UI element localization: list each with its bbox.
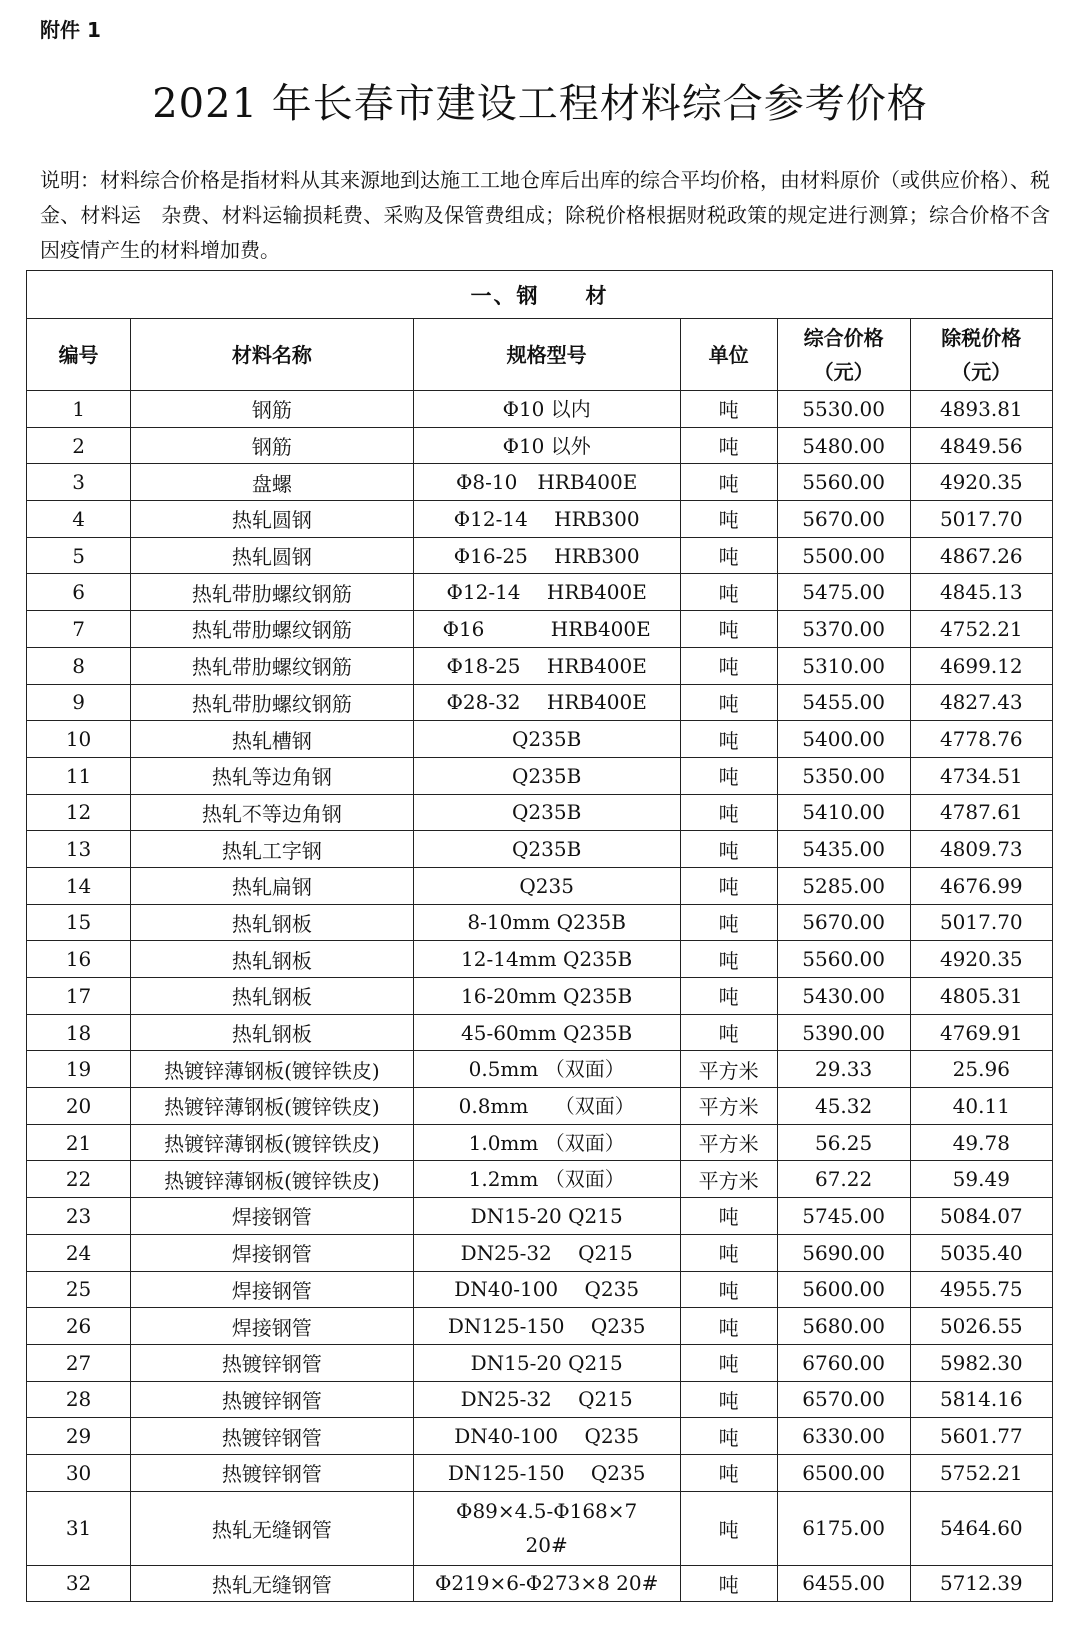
cell-unit: 吨 [680, 1014, 777, 1051]
cell-net-price: 4827.43 [910, 684, 1052, 721]
header-unit: 单位 [680, 319, 777, 391]
header-spec: 规格型号 [413, 319, 680, 391]
cell-price: 5560.00 [777, 464, 910, 501]
cell-net-price: 49.78 [910, 1124, 1052, 1161]
cell-unit: 吨 [680, 831, 777, 868]
table-row [27, 978, 1053, 1015]
cell-price: 6760.00 [777, 1344, 910, 1381]
table-row [27, 1234, 1053, 1271]
cell-no: 10 [27, 721, 131, 758]
cell-material-name: 热轧带肋螺纹钢筋 [131, 574, 414, 611]
cell-spec: Φ18-25 HRB400E [413, 647, 680, 684]
cell-material-name: 热轧工字钢 [131, 831, 414, 868]
cell-spec: DN40-100 Q235 [413, 1418, 680, 1455]
attachment-label: 附件 1 [40, 18, 101, 42]
table-row [27, 1271, 1053, 1308]
table-row [27, 427, 1053, 464]
cell-price: 29.33 [777, 1051, 910, 1088]
cell-material-name: 热轧不等边角钢 [131, 794, 414, 831]
cell-unit: 吨 [680, 1418, 777, 1455]
table-row [27, 684, 1053, 721]
table-row [27, 721, 1053, 758]
table-row [27, 574, 1053, 611]
cell-no: 15 [27, 904, 131, 941]
cell-net-price: 4805.31 [910, 978, 1052, 1015]
cell-unit: 吨 [680, 464, 777, 501]
table-row [27, 1565, 1053, 1602]
cell-net-price: 40.11 [910, 1088, 1052, 1125]
cell-material-name: 焊接钢管 [131, 1271, 414, 1308]
section-title: 一、钢 材 [27, 271, 1053, 319]
cell-material-name: 热镀锌薄钢板(镀锌铁皮) [131, 1051, 414, 1088]
cell-material-name: 热轧钢板 [131, 1014, 414, 1051]
table-row [27, 831, 1053, 868]
cell-price: 6455.00 [777, 1565, 910, 1602]
cell-unit: 吨 [680, 574, 777, 611]
section-row [27, 271, 1053, 319]
page-title: 2021 年长春市建设工程材料综合参考价格 [152, 81, 928, 127]
table-row [27, 391, 1053, 428]
cell-spec: DN25-32 Q215 [413, 1234, 680, 1271]
table-row [27, 1308, 1053, 1345]
cell-unit: 吨 [680, 1491, 777, 1565]
cell-price: 5370.00 [777, 611, 910, 648]
cell-no: 1 [27, 391, 131, 428]
table-row [27, 1161, 1053, 1198]
cell-material-name: 热镀锌钢管 [131, 1344, 414, 1381]
cell-material-name: 热轧钢板 [131, 978, 414, 1015]
cell-price: 6570.00 [777, 1381, 910, 1418]
cell-net-price: 5712.39 [910, 1565, 1052, 1602]
cell-net-price: 5814.16 [910, 1381, 1052, 1418]
cell-spec: 1.0mm （双面） [413, 1124, 680, 1161]
cell-net-price: 5017.70 [910, 904, 1052, 941]
cell-net-price: 4920.35 [910, 464, 1052, 501]
cell-material-name: 焊接钢管 [131, 1234, 414, 1271]
cell-price: 6175.00 [777, 1491, 910, 1565]
table-row [27, 501, 1053, 538]
cell-no: 32 [27, 1565, 131, 1602]
cell-spec: 45-60mm Q235B [413, 1014, 680, 1051]
cell-price: 5435.00 [777, 831, 910, 868]
cell-material-name: 热轧带肋螺纹钢筋 [131, 611, 414, 648]
header-net-line2: （元） [951, 359, 1012, 384]
cell-spec: Φ16-25 HRB300 [413, 537, 680, 574]
cell-spec: Q235B [413, 831, 680, 868]
cell-spec: Φ12-14 HRB300 [413, 501, 680, 538]
cell-price: 5285.00 [777, 867, 910, 904]
table-row [27, 1124, 1053, 1161]
header-net-price [910, 319, 1052, 391]
cell-material-name: 热轧槽钢 [131, 721, 414, 758]
cell-material-name: 焊接钢管 [131, 1308, 414, 1345]
cell-price: 5600.00 [777, 1271, 910, 1308]
cell-material-name: 热轧钢板 [131, 904, 414, 941]
cell-no: 8 [27, 647, 131, 684]
cell-material-name: 盘螺 [131, 464, 414, 501]
cell-price: 5410.00 [777, 794, 910, 831]
cell-no: 28 [27, 1381, 131, 1418]
cell-price: 5400.00 [777, 721, 910, 758]
table-row [27, 464, 1053, 501]
cell-unit: 吨 [680, 1344, 777, 1381]
cell-material-name: 热轧带肋螺纹钢筋 [131, 684, 414, 721]
cell-spec: 12-14mm Q235B [413, 941, 680, 978]
cell-material-name: 钢筋 [131, 391, 414, 428]
cell-spec: 0.5mm （双面） [413, 1051, 680, 1088]
cell-price: 5390.00 [777, 1014, 910, 1051]
cell-net-price: 4920.35 [910, 941, 1052, 978]
cell-material-name: 热镀锌薄钢板(镀锌铁皮) [131, 1161, 414, 1198]
cell-no: 21 [27, 1124, 131, 1161]
cell-material-name: 热镀锌薄钢板(镀锌铁皮) [131, 1088, 414, 1125]
table-row [27, 1014, 1053, 1051]
table-row [27, 1088, 1053, 1125]
cell-spec: 16-20mm Q235B [413, 978, 680, 1015]
cell-net-price: 4867.26 [910, 537, 1052, 574]
cell-unit: 吨 [680, 1381, 777, 1418]
cell-no: 24 [27, 1234, 131, 1271]
cell-net-price: 25.96 [910, 1051, 1052, 1088]
cell-spec: DN15-20 Q215 [413, 1344, 680, 1381]
cell-unit: 吨 [680, 1271, 777, 1308]
cell-no: 3 [27, 464, 131, 501]
cell-spec: Q235 [413, 867, 680, 904]
cell-no: 5 [27, 537, 131, 574]
cell-spec: Φ10 以外 [413, 427, 680, 464]
cell-spec: Φ16 HRB400E [413, 611, 680, 648]
cell-spec: 1.2mm （双面） [413, 1161, 680, 1198]
header-price-line1: 综合价格 [803, 325, 884, 350]
cell-price: 56.25 [777, 1124, 910, 1161]
cell-net-price: 5464.60 [910, 1491, 1052, 1565]
cell-material-name: 热轧等边角钢 [131, 757, 414, 794]
table-row [27, 867, 1053, 904]
cell-no: 4 [27, 501, 131, 538]
cell-no: 7 [27, 611, 131, 648]
cell-material-name: 热轧圆钢 [131, 537, 414, 574]
cell-material-name: 焊接钢管 [131, 1198, 414, 1235]
cell-price: 5310.00 [777, 647, 910, 684]
table-row [27, 537, 1053, 574]
cell-material-name: 热轧无缝钢管 [131, 1491, 414, 1565]
cell-unit: 吨 [680, 647, 777, 684]
cell-price: 5690.00 [777, 1234, 910, 1271]
cell-no: 20 [27, 1088, 131, 1125]
cell-unit: 吨 [680, 904, 777, 941]
cell-price: 5350.00 [777, 757, 910, 794]
cell-unit: 吨 [680, 611, 777, 648]
cell-material-name: 热镀锌薄钢板(镀锌铁皮) [131, 1124, 414, 1161]
cell-price: 67.22 [777, 1161, 910, 1198]
header-price-line2: （元） [813, 359, 874, 384]
header-row [27, 319, 1053, 391]
cell-no: 25 [27, 1271, 131, 1308]
cell-net-price: 5084.07 [910, 1198, 1052, 1235]
cell-unit: 吨 [680, 757, 777, 794]
cell-no: 31 [27, 1491, 131, 1565]
description-note: 说明：材料综合价格是指材料从其来源地到达施工工地仓库后出库的综合平均价格，由材料原价（或供应价格）、税金、材料运 杂费、材料运输损耗费、采购及保管费组成；除税价格根据财税政策的规定进行测算；综合价格不含因疫情产生的材料增加费。 [40, 168, 1050, 262]
cell-spec: 8-10mm Q235B [413, 904, 680, 941]
cell-no: 12 [27, 794, 131, 831]
cell-price: 5530.00 [777, 391, 910, 428]
cell-price: 6500.00 [777, 1454, 910, 1491]
cell-net-price: 4769.91 [910, 1014, 1052, 1051]
cell-no: 9 [27, 684, 131, 721]
cell-net-price: 4849.56 [910, 427, 1052, 464]
cell-unit: 吨 [680, 721, 777, 758]
cell-net-price: 4778.76 [910, 721, 1052, 758]
cell-price: 45.32 [777, 1088, 910, 1125]
cell-unit: 吨 [680, 427, 777, 464]
header-no: 编号 [27, 319, 131, 391]
cell-unit: 吨 [680, 978, 777, 1015]
cell-spec: Q235B [413, 757, 680, 794]
cell-net-price: 5017.70 [910, 501, 1052, 538]
table-row [27, 1454, 1053, 1491]
price-table [26, 270, 1053, 1602]
cell-spec: DN25-32 Q215 [413, 1381, 680, 1418]
table-row [27, 794, 1053, 831]
table-row [27, 611, 1053, 648]
table-row [27, 1381, 1053, 1418]
cell-unit: 吨 [680, 1565, 777, 1602]
table-row [27, 1418, 1053, 1455]
cell-price: 5430.00 [777, 978, 910, 1015]
cell-unit: 吨 [680, 537, 777, 574]
cell-spec: 0.8mm （双面） [413, 1088, 680, 1125]
cell-no: 13 [27, 831, 131, 868]
cell-no: 2 [27, 427, 131, 464]
cell-net-price: 4787.61 [910, 794, 1052, 831]
header-price [777, 319, 910, 391]
cell-no: 16 [27, 941, 131, 978]
cell-net-price: 4676.99 [910, 867, 1052, 904]
cell-unit: 吨 [680, 867, 777, 904]
cell-net-price: 5982.30 [910, 1344, 1052, 1381]
cell-price: 6330.00 [777, 1418, 910, 1455]
cell-unit: 吨 [680, 501, 777, 538]
cell-no: 23 [27, 1198, 131, 1235]
cell-unit: 吨 [680, 391, 777, 428]
table-row [27, 1198, 1053, 1235]
cell-material-name: 热轧带肋螺纹钢筋 [131, 647, 414, 684]
cell-net-price: 5601.77 [910, 1418, 1052, 1455]
cell-spec: Φ89×4.5-Φ168×7 20# [413, 1491, 680, 1565]
cell-spec: DN40-100 Q235 [413, 1271, 680, 1308]
cell-no: 26 [27, 1308, 131, 1345]
cell-spec: DN15-20 Q215 [413, 1198, 680, 1235]
cell-net-price: 4699.12 [910, 647, 1052, 684]
cell-unit: 吨 [680, 1308, 777, 1345]
cell-spec: Φ10 以内 [413, 391, 680, 428]
cell-no: 11 [27, 757, 131, 794]
table-row [27, 1344, 1053, 1381]
cell-net-price: 4809.73 [910, 831, 1052, 868]
table-row [27, 757, 1053, 794]
cell-unit: 平方米 [680, 1161, 777, 1198]
cell-no: 29 [27, 1418, 131, 1455]
cell-material-name: 热镀锌钢管 [131, 1418, 414, 1455]
cell-net-price: 5035.40 [910, 1234, 1052, 1271]
table-row [27, 941, 1053, 978]
cell-net-price: 4734.51 [910, 757, 1052, 794]
cell-material-name: 热镀锌钢管 [131, 1381, 414, 1418]
cell-unit: 吨 [680, 1454, 777, 1491]
cell-unit: 吨 [680, 794, 777, 831]
cell-price: 5455.00 [777, 684, 910, 721]
cell-unit: 吨 [680, 684, 777, 721]
cell-unit: 平方米 [680, 1124, 777, 1161]
cell-spec: Φ12-14 HRB400E [413, 574, 680, 611]
cell-price: 5475.00 [777, 574, 910, 611]
cell-net-price: 59.49 [910, 1161, 1052, 1198]
cell-price: 5670.00 [777, 904, 910, 941]
cell-no: 17 [27, 978, 131, 1015]
cell-spec: DN125-150 Q235 [413, 1454, 680, 1491]
cell-no: 22 [27, 1161, 131, 1198]
cell-price: 5745.00 [777, 1198, 910, 1235]
table-row [27, 904, 1053, 941]
cell-material-name: 热镀锌钢管 [131, 1454, 414, 1491]
cell-material-name: 热轧扁钢 [131, 867, 414, 904]
cell-spec: Φ8-10 HRB400E [413, 464, 680, 501]
cell-unit: 平方米 [680, 1088, 777, 1125]
cell-unit: 吨 [680, 1234, 777, 1271]
cell-no: 19 [27, 1051, 131, 1088]
table-row [27, 647, 1053, 684]
cell-net-price: 4955.75 [910, 1271, 1052, 1308]
cell-net-price: 5752.21 [910, 1454, 1052, 1491]
cell-spec: Q235B [413, 794, 680, 831]
cell-material-name: 钢筋 [131, 427, 414, 464]
cell-spec: Q235B [413, 721, 680, 758]
cell-no: 27 [27, 1344, 131, 1381]
cell-no: 14 [27, 867, 131, 904]
cell-net-price: 4845.13 [910, 574, 1052, 611]
cell-net-price: 5026.55 [910, 1308, 1052, 1345]
cell-unit: 吨 [680, 941, 777, 978]
cell-spec: DN125-150 Q235 [413, 1308, 680, 1345]
cell-price: 5560.00 [777, 941, 910, 978]
cell-price: 5680.00 [777, 1308, 910, 1345]
cell-unit: 吨 [680, 1198, 777, 1235]
cell-price: 5480.00 [777, 427, 910, 464]
cell-material-name: 热轧圆钢 [131, 501, 414, 538]
cell-spec: Φ28-32 HRB400E [413, 684, 680, 721]
cell-net-price: 4752.21 [910, 611, 1052, 648]
cell-net-price: 4893.81 [910, 391, 1052, 428]
header-name: 材料名称 [131, 319, 414, 391]
cell-price: 5670.00 [777, 501, 910, 538]
table-row [27, 1491, 1053, 1565]
cell-no: 6 [27, 574, 131, 611]
cell-no: 30 [27, 1454, 131, 1491]
header-net-line1: 除税价格 [941, 325, 1022, 350]
table-row [27, 1051, 1053, 1088]
cell-no: 18 [27, 1014, 131, 1051]
cell-unit: 平方米 [680, 1051, 777, 1088]
cell-price: 5500.00 [777, 537, 910, 574]
cell-material-name: 热轧钢板 [131, 941, 414, 978]
cell-spec: Φ219×6-Φ273×8 20# [413, 1565, 680, 1602]
cell-material-name: 热轧无缝钢管 [131, 1565, 414, 1602]
